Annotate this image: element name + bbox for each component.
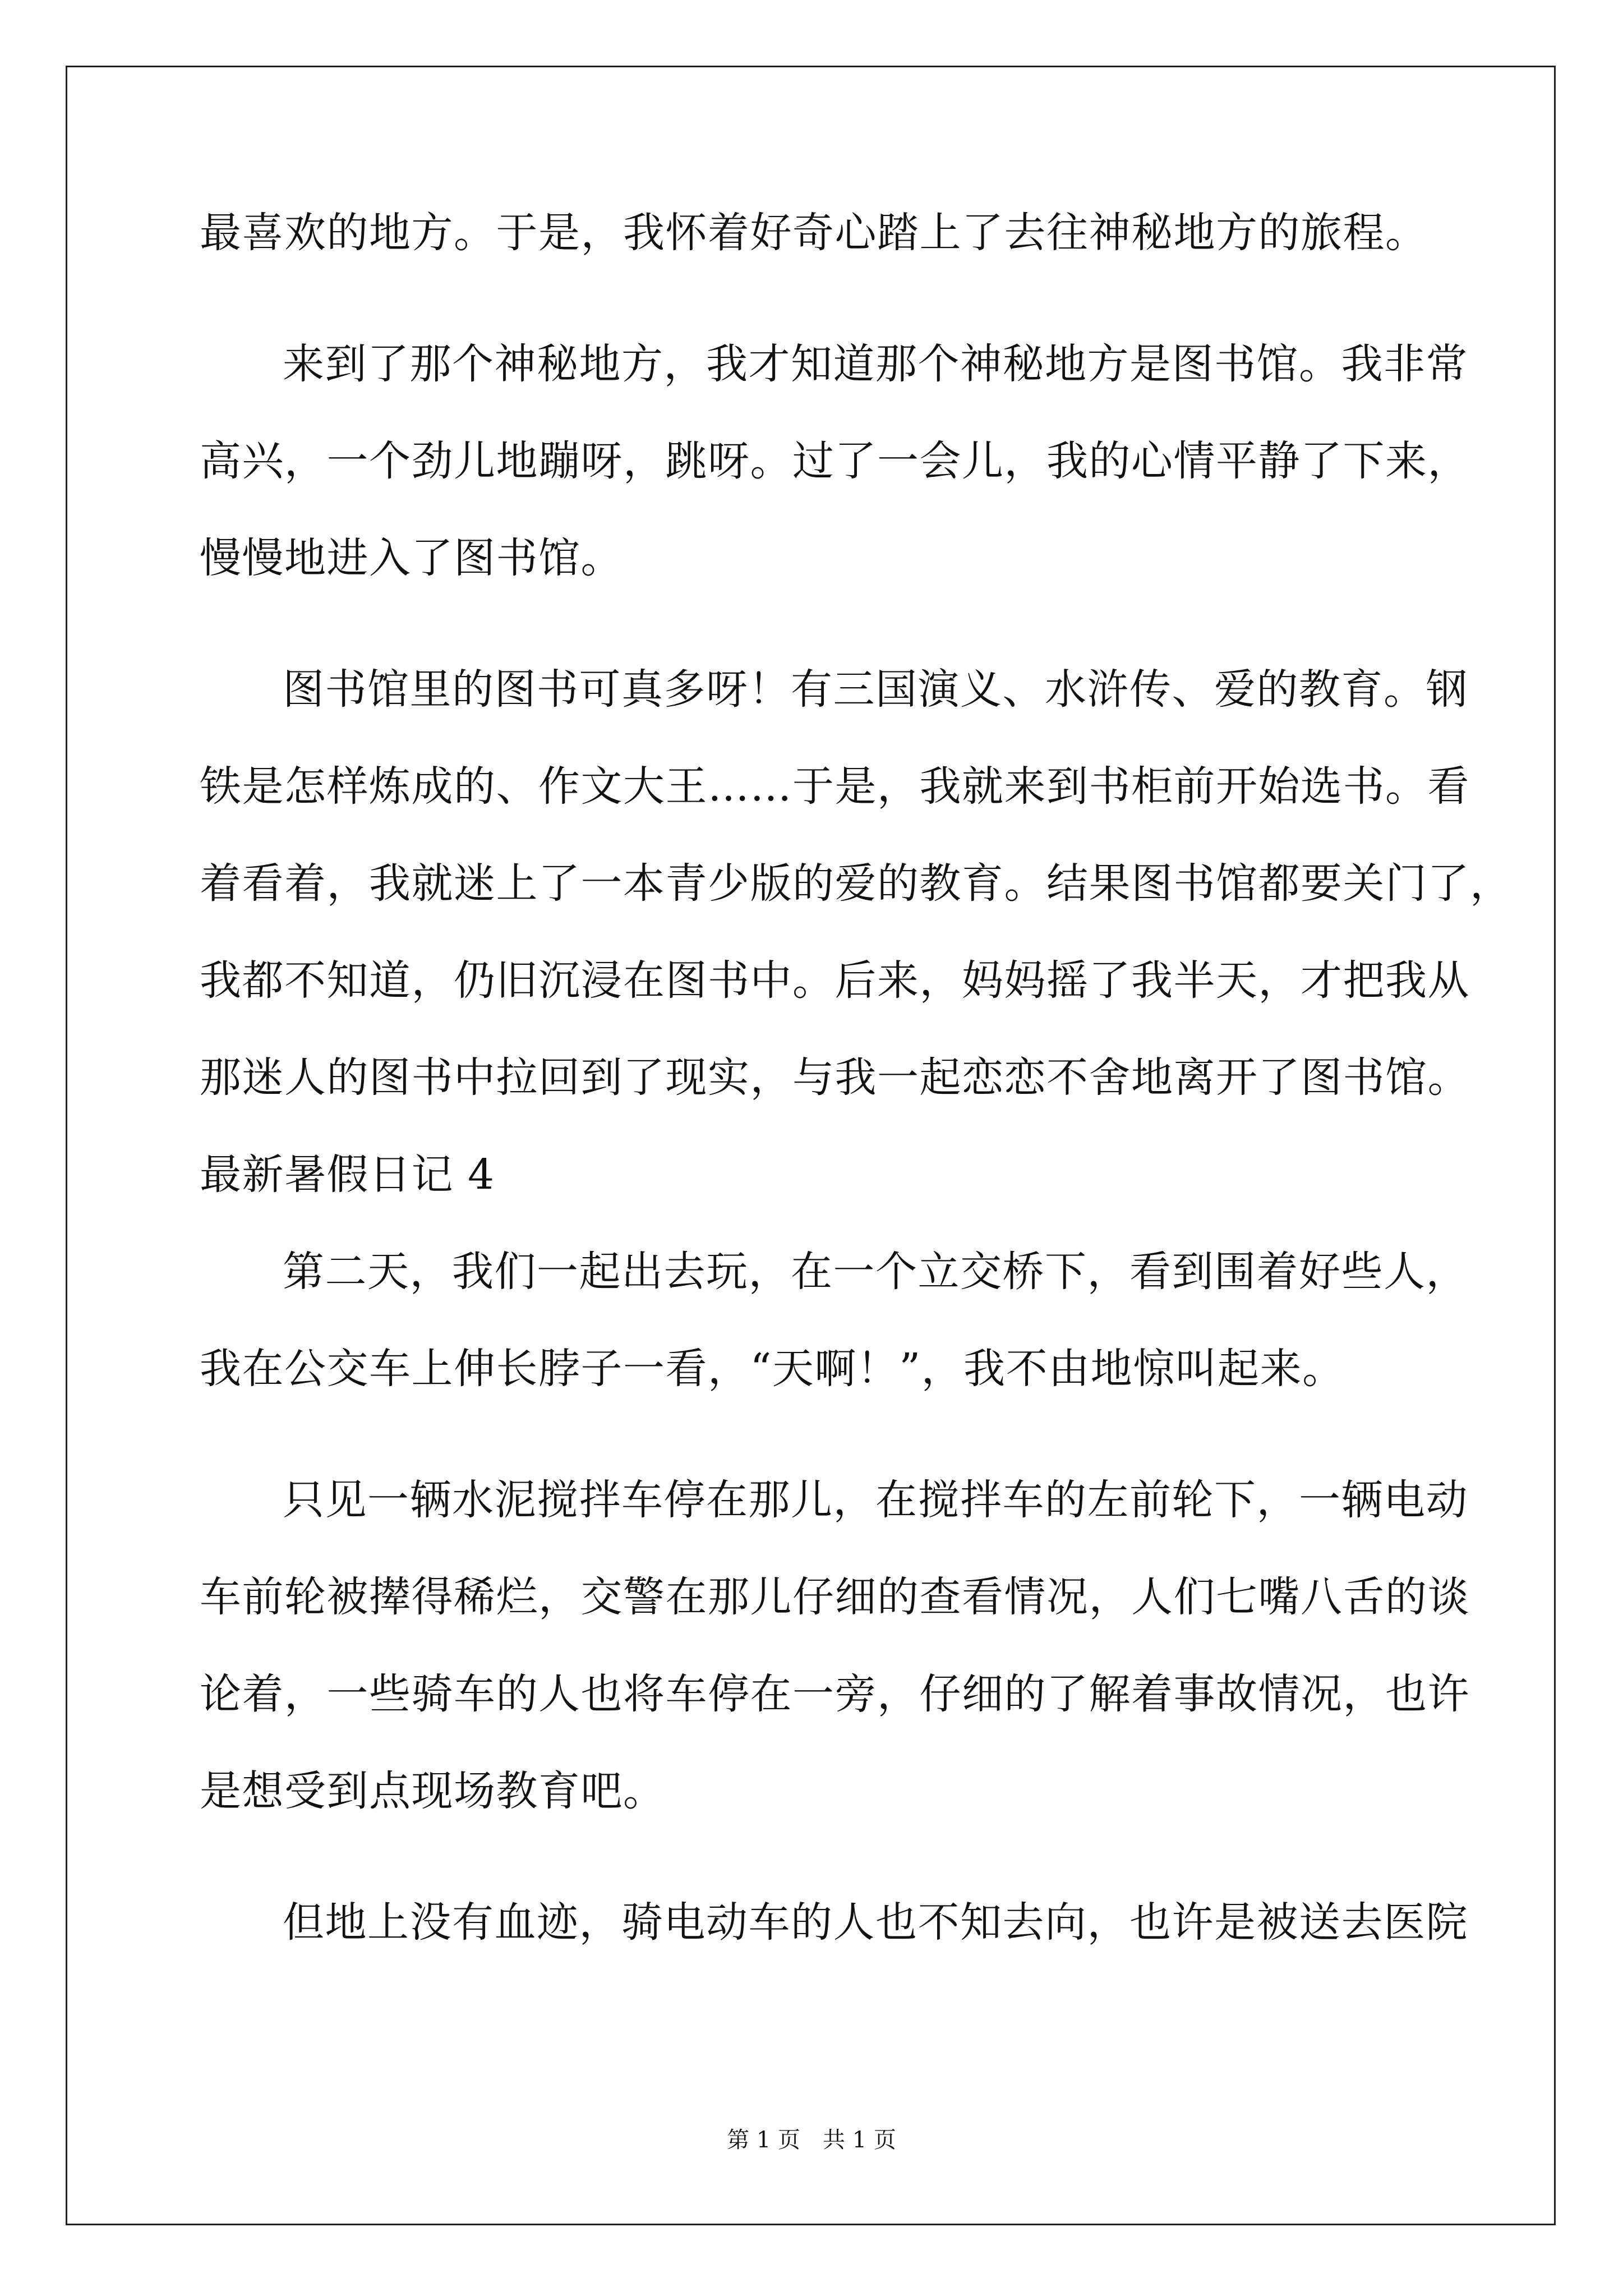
text-line: 慢慢地进入了图书馆。 [200, 534, 623, 582]
text-line: 高兴，一个劲儿地蹦呀，跳呀。过了一会儿，我的心情平静了下来， [200, 437, 1470, 485]
page-number: 第 1 页 [727, 2127, 800, 2153]
text-line: 论着，一些骑车的人也将车停在一旁，仔细的了解着事故情况，也许 [200, 1670, 1470, 1718]
section-heading: 最新暑假日记 4 [200, 1151, 495, 1199]
text-line: 第二天，我们一起出去玩，在一个立交桥下，看到围着好些人， [283, 1248, 1468, 1296]
text-line: 铁是怎样炼成的、作文大王……于是，我就来到书柜前开始选书。看 [200, 762, 1470, 811]
text-line: 来到了那个神秘地方，我才知道那个神秘地方是图书馆。我非常 [283, 340, 1468, 388]
text-line: 图书馆里的图书可真多呀！有三国演义、水浒传、爱的教育。钢 [283, 665, 1468, 714]
text-line: 那迷人的图书中拉回到了现实，与我一起恋恋不舍地离开了图书馆。 [200, 1053, 1470, 1102]
text-line: 最喜欢的地方。于是，我怀着好奇心踏上了去往神秘地方的旅程。 [200, 209, 1428, 257]
text-line: 但地上没有血迹，骑电动车的人也不知去向，也许是被送去医院 [283, 1898, 1468, 1947]
text-line: 我在公交车上伸长脖子一看，“天啊！”，我不由地惊叫起来。 [200, 1345, 1345, 1393]
page-total: 共 1 页 [823, 2127, 896, 2153]
text-line: 是想受到点现场教育吧。 [200, 1767, 666, 1815]
page-footer [0, 2126, 1623, 2154]
text-line: 车前轮被撵得稀烂，交警在那儿仔细的查看情况，人们七嘴八舌的谈 [200, 1573, 1470, 1621]
text-line: 着看着，我就迷上了一本青少版的爱的教育。结果图书馆都要关门了， [200, 859, 1513, 908]
text-line: 只见一辆水泥搅拌车停在那儿，在搅拌车的左前轮下，一辆电动 [283, 1476, 1468, 1524]
text-line: 我都不知道，仍旧沉浸在图书中。后来，妈妈摇了我半天，才把我从 [200, 956, 1470, 1005]
